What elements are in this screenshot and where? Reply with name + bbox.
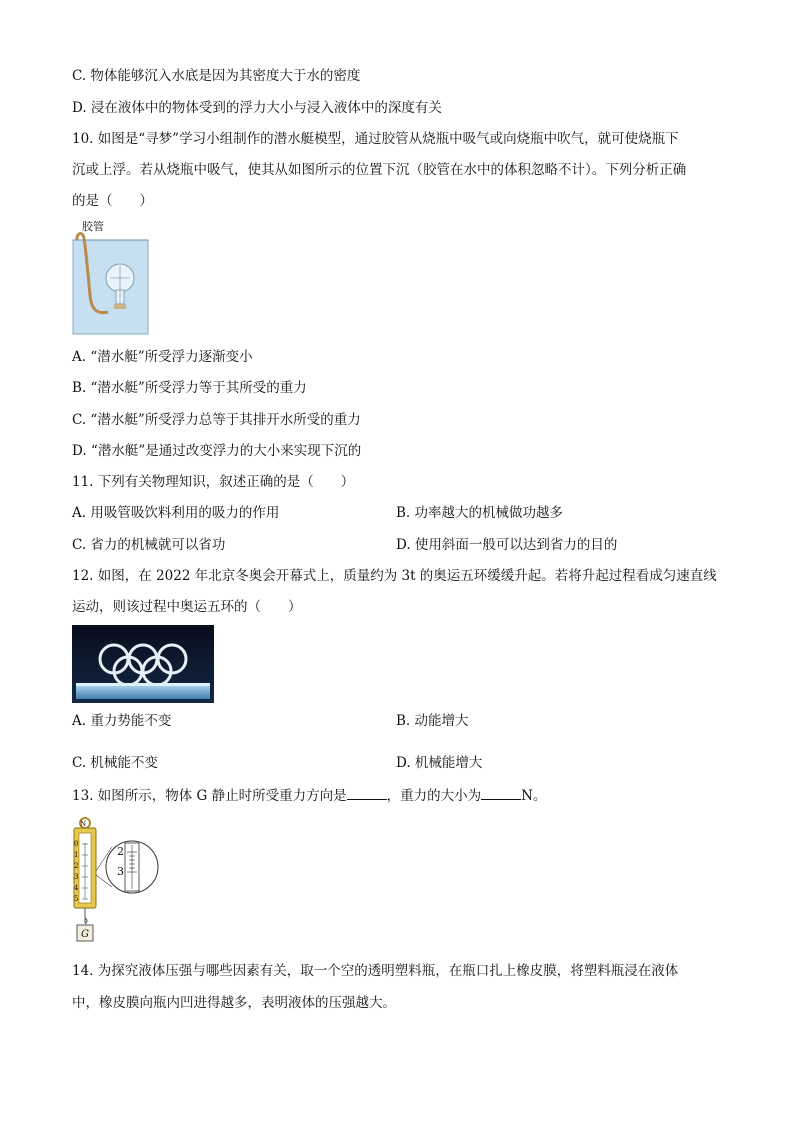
q9-option-c: C. 物体能够沉入水底是因为其密度大于水的密度 (72, 68, 361, 84)
object-g-label: G (81, 929, 89, 940)
scale-tick-5: 5 (74, 895, 79, 903)
q10-stem-line3: 的是（ ） (72, 193, 153, 209)
q10-option-d: D. “潜水艇”是通过改变浮力的大小来实现下沉的 (72, 443, 362, 459)
q11-option-b: B. 功率越大的机械做功越多 (396, 505, 564, 521)
q13-stem (72, 785, 546, 806)
q11-option-c: C. 省力的机械就可以省功 (72, 537, 226, 553)
q14-stem-line1: 14. 为探究液体压强与哪些因素有关，取一个空的透明塑料瓶，在瓶口扎上橡皮膜，将塑料瓶浸在液体 (72, 963, 679, 979)
q10-option-a: A. “潜水艇”所受浮力逐渐变小 (72, 349, 253, 365)
q10-stem-line1: 10. 如图是“寻梦”学习小组制作的潜水艇模型，通过胶管从烧瓶中吸气或向烧瓶中吹气，就可使烧瓶下 (72, 131, 679, 147)
olympic-rings-photo (72, 625, 214, 703)
scale-tick-2: 2 (74, 862, 79, 870)
q12-stem-line1: 12. 如图，在 2022 年北京冬奥会开幕式上，质量约为 3t 的奥运五环缓缓升起。若将升起过程看成匀速直线 (72, 568, 717, 584)
scale-tick-4: 4 (74, 884, 79, 892)
q11-option-a: A. 用吸管吸饮料利用的吸力的作用 (72, 505, 280, 521)
q14-stem-line2: 中，橡皮膜向瓶内凹进得越多，表明液体的压强越大。 (72, 995, 396, 1011)
answer-blank-direction[interactable] (347, 785, 387, 800)
scale-tick-0: 0 (74, 840, 79, 848)
q13-stem-b: ，重力的大小为 (386, 788, 482, 804)
q9-option-d: D. 浸在液体中的物体受到的浮力大小与浸入液体中的深度有关 (72, 100, 442, 116)
q12-option-d: D. 机械能增大 (396, 755, 483, 771)
q12-option-c: C. 机械能不变 (72, 755, 158, 771)
zoom-label-3: 3 (117, 865, 124, 878)
q12-option-b: B. 动能增大 (396, 713, 469, 729)
q13-stem-c: N。 (521, 788, 547, 804)
spring-scale-figure (72, 815, 164, 945)
q13-stem-a: 13. 如图所示，物体 G 静止时所受重力方向是 (72, 788, 347, 804)
q11-option-d: D. 使用斜面一般可以达到省力的目的 (396, 537, 618, 553)
answer-blank-magnitude[interactable] (481, 785, 521, 800)
scale-unit-label: N (80, 820, 87, 828)
scale-tick-3: 3 (74, 873, 79, 881)
q10-option-c: C. “潜水艇”所受浮力总等于其排开水所受的重力 (72, 412, 361, 428)
zoom-label-2: 2 (117, 845, 124, 858)
q11-stem: 11. 下列有关物理知识，叙述正确的是（ ） (72, 474, 355, 490)
tube-label: 胶管 (82, 220, 104, 233)
q12-stem-line2: 运动，则该过程中奥运五环的（ ） (72, 599, 302, 615)
q12-option-a: A. 重力势能不变 (72, 713, 172, 729)
submarine-model-figure (72, 220, 152, 336)
q10-option-b: B. “潜水艇”所受浮力等于其所受的重力 (72, 380, 307, 396)
q10-stem-line2: 沉或上浮。若从烧瓶中吸气，使其从如图所示的位置下沉（胶管在水中的体积忽略不计）。下列分析正确 (72, 162, 687, 178)
scale-tick-1: 1 (74, 851, 79, 859)
